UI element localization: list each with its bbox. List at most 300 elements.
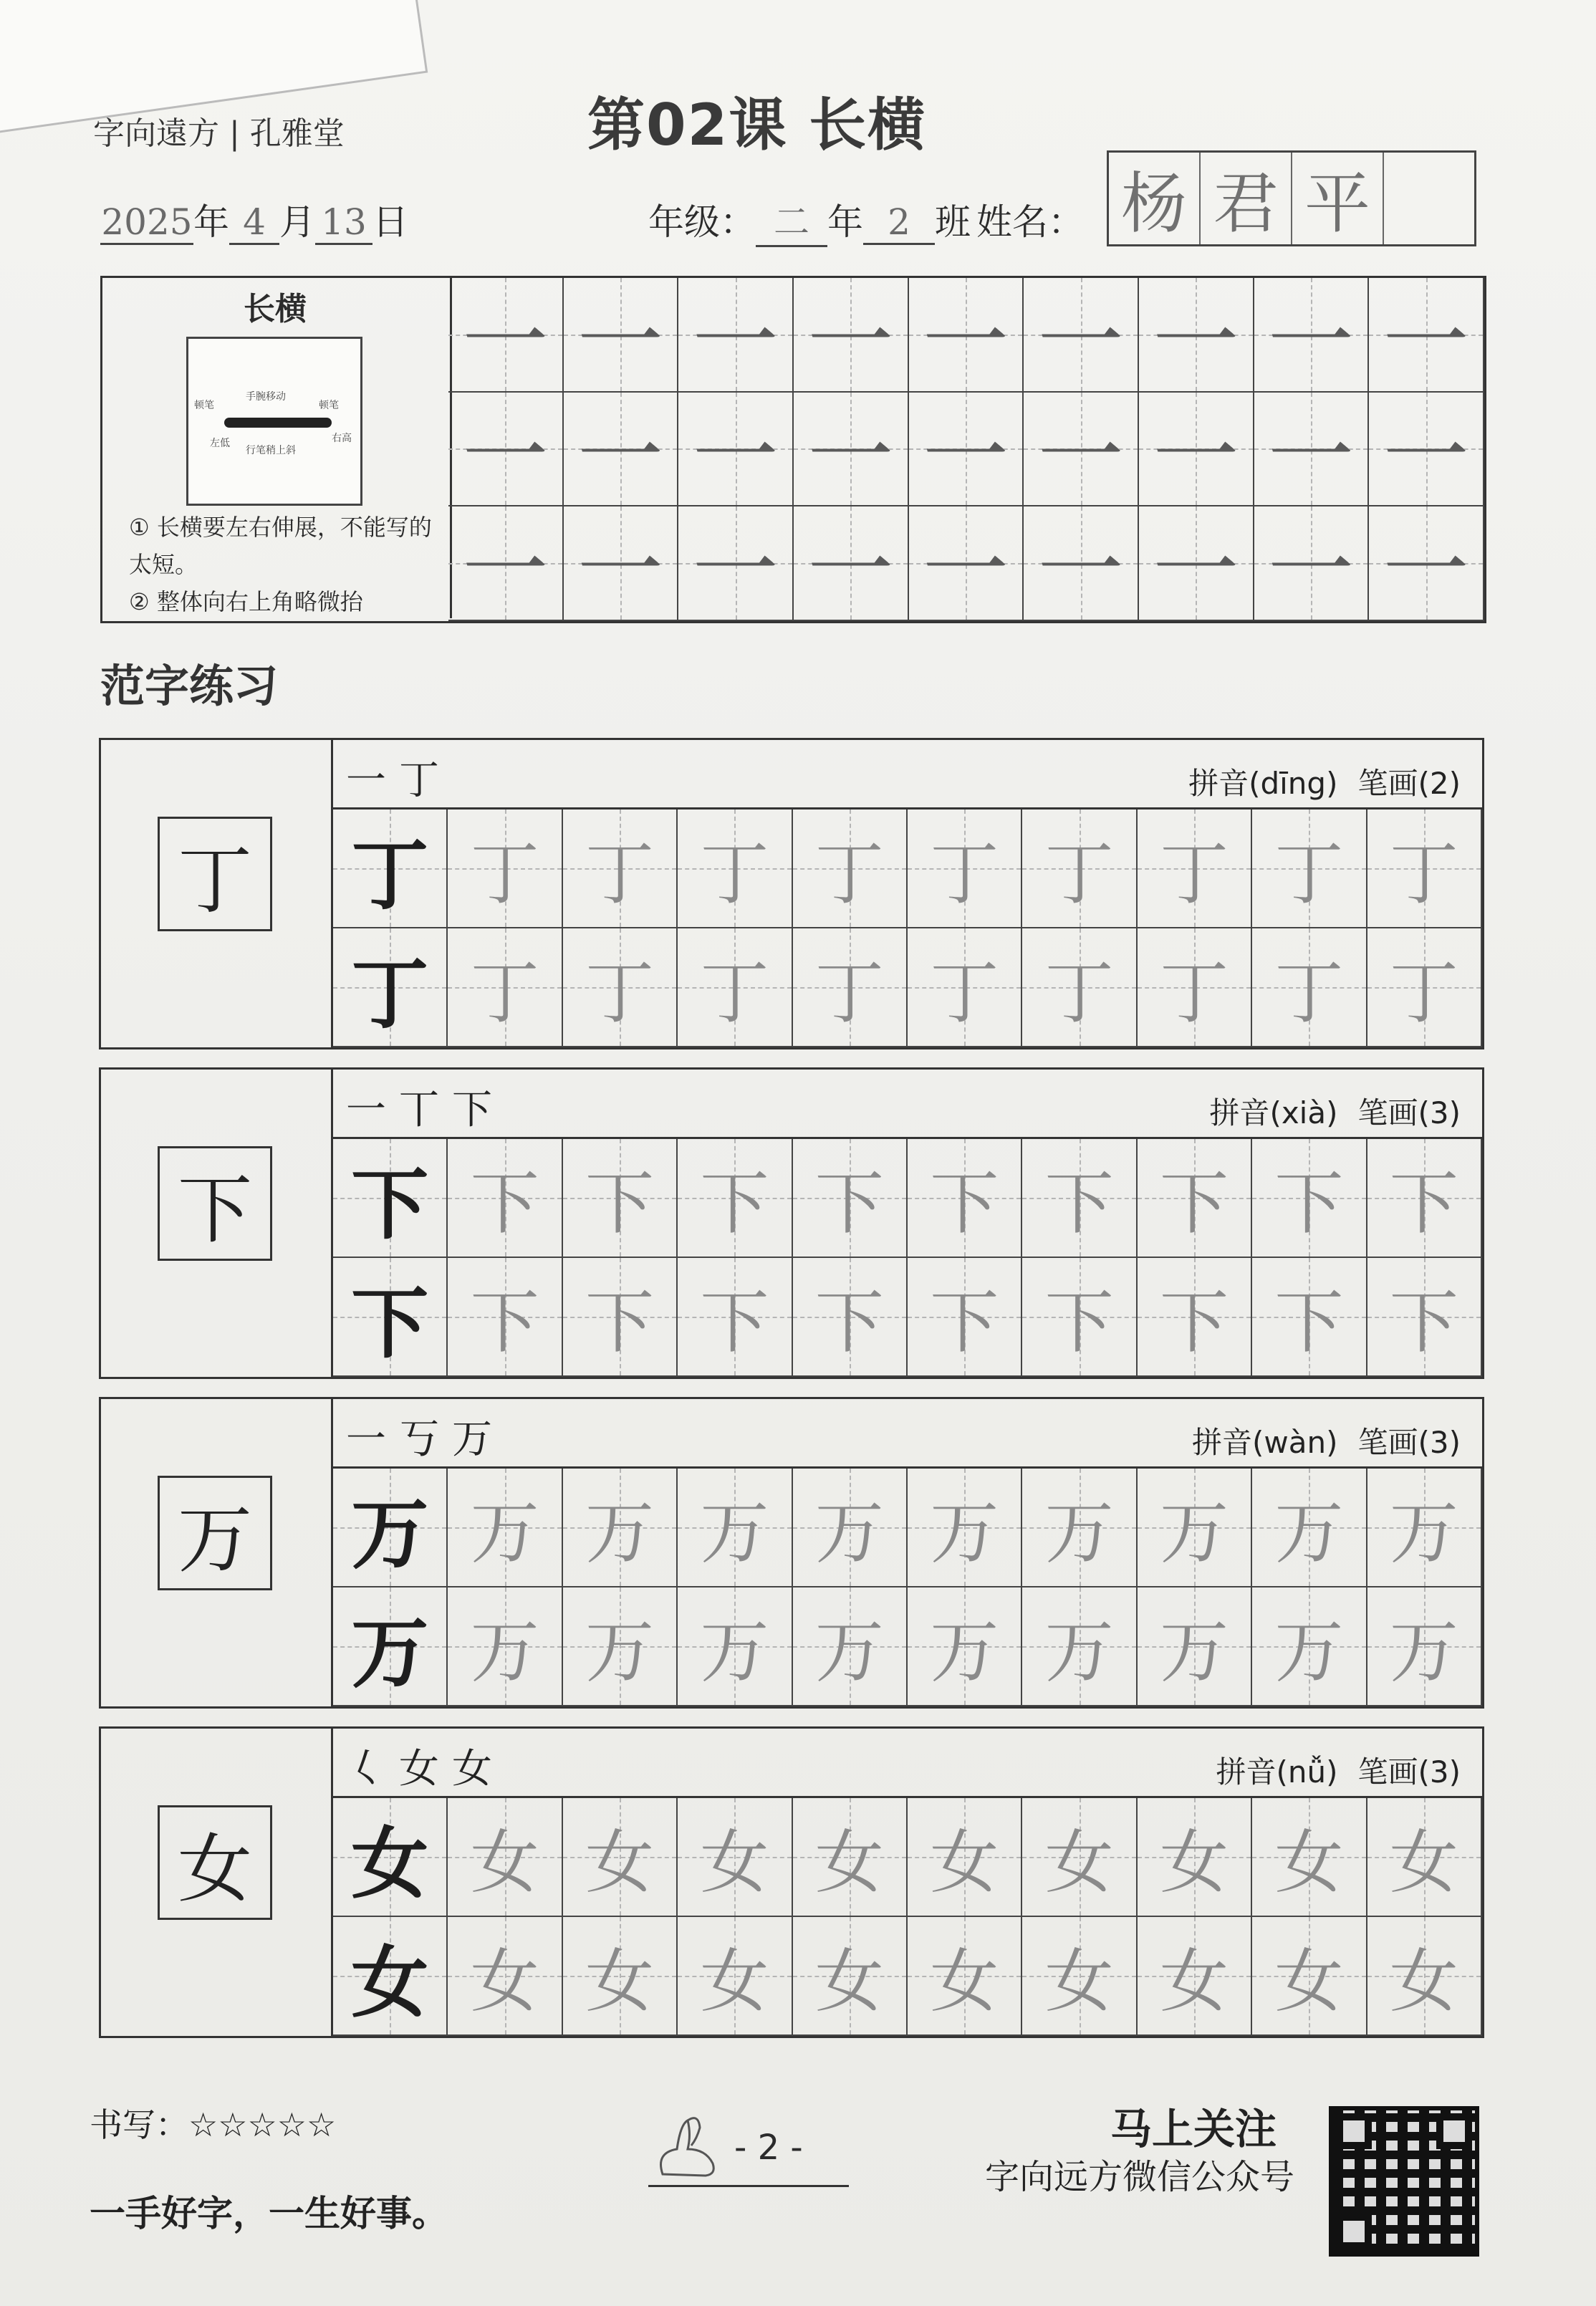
stroke-practice-cell[interactable] — [1254, 506, 1370, 621]
model-character-box: 丁 — [158, 817, 272, 931]
grade-field[interactable]: 二 — [756, 193, 827, 247]
handwritten-character: 万 — [1274, 1611, 1344, 1692]
handwritten-character: 丁 — [930, 833, 999, 914]
diagram-label: 右高 — [332, 433, 352, 444]
handwritten-character: 丁 — [1389, 833, 1458, 914]
stroke-practice-cell[interactable] — [794, 506, 909, 621]
stroke-count: (2) — [1418, 766, 1461, 801]
handwritten-character: 下 — [585, 1163, 654, 1244]
practice-cell[interactable] — [563, 928, 678, 1047]
practice-cell[interactable] — [908, 1139, 1022, 1258]
practice-cell[interactable] — [793, 928, 908, 1047]
practice-cell[interactable] — [448, 1469, 562, 1587]
practice-cell[interactable] — [678, 1917, 792, 2036]
motto: 一手好字，一生好事。 — [90, 2193, 448, 2234]
practice-cell[interactable] — [1138, 1258, 1252, 1377]
year-unit: 年 — [193, 201, 229, 243]
stroke-practice-cell[interactable] — [564, 278, 679, 393]
character-practice-grid[interactable] — [331, 1137, 1484, 1379]
character-header — [331, 1397, 1484, 1469]
practice-cell[interactable] — [1138, 809, 1252, 928]
handwritten-character: 丁 — [814, 833, 884, 914]
practice-cell[interactable] — [908, 1587, 1022, 1706]
practice-cell[interactable] — [908, 1917, 1022, 2036]
grade-label: 年级： — [648, 201, 756, 243]
handwritten-character: 丁 — [1159, 833, 1229, 914]
practice-cell[interactable] — [1022, 1798, 1137, 1917]
stroke-order — [346, 749, 452, 806]
name-boxes[interactable] — [1107, 150, 1476, 246]
pinyin: (nǚ) — [1276, 1754, 1338, 1789]
character-practice-grid[interactable] — [331, 807, 1484, 1049]
lesson-title: 第02课 长横 — [587, 92, 927, 158]
stroke-practice-cell[interactable] — [1024, 393, 1139, 507]
stroke-practice-cell[interactable] — [1024, 506, 1139, 621]
handwritten-character: 女 — [700, 1822, 769, 1903]
practice-cell[interactable] — [563, 1258, 678, 1377]
model-character: 万 — [351, 1489, 429, 1580]
handwritten-character: 万 — [470, 1492, 539, 1573]
practice-cell[interactable] — [678, 1587, 792, 1706]
practice-cell[interactable] — [563, 809, 678, 928]
practice-cell[interactable] — [563, 1798, 678, 1917]
stroke-practice-cell[interactable] — [1139, 278, 1254, 393]
model-practice-cell[interactable] — [333, 1258, 448, 1377]
page-number-area — [648, 2106, 849, 2187]
practice-cell[interactable] — [793, 1469, 908, 1587]
handwritten-character: 下 — [1159, 1282, 1229, 1363]
stroke-order-step: 丁 — [399, 757, 452, 804]
handwritten-character: 万 — [1389, 1611, 1458, 1692]
practice-cell[interactable] — [1252, 1469, 1367, 1587]
handwritten-character: 万 — [1274, 1492, 1344, 1573]
practice-stroke: 一 — [1153, 406, 1239, 506]
model-practice-cell[interactable] — [333, 1798, 448, 1917]
rabbit-icon — [648, 2110, 727, 2181]
class-row — [648, 193, 1084, 247]
practice-stroke: 一 — [577, 292, 663, 392]
handwritten-character: 丁 — [700, 833, 769, 914]
handwritten-character: 女 — [1044, 1822, 1114, 1903]
practice-stroke: 一 — [462, 292, 549, 392]
practice-cell[interactable] — [448, 1258, 562, 1377]
practice-stroke: 一 — [807, 406, 894, 506]
handwritten-character: 下 — [814, 1163, 884, 1244]
model-practice-cell[interactable] — [333, 1917, 448, 2036]
stroke-practice-cell[interactable] — [1369, 506, 1484, 621]
handwritten-character: 下 — [1389, 1282, 1458, 1363]
practice-cell[interactable] — [1138, 1587, 1252, 1706]
handwritten-character: 下 — [470, 1163, 539, 1244]
handwritten-character: 女 — [470, 1941, 539, 2022]
stroke-order-step: 一 — [346, 1087, 399, 1133]
practice-cell[interactable] — [908, 809, 1022, 928]
day-unit: 日 — [372, 201, 408, 243]
handwritten-character: 万 — [1159, 1611, 1229, 1692]
handwritten-character: 女 — [470, 1822, 539, 1903]
handwritten-character: 万 — [814, 1611, 884, 1692]
stroke-practice-cell[interactable] — [1254, 278, 1370, 393]
practice-stroke: 一 — [577, 521, 663, 621]
character-header — [331, 1067, 1484, 1139]
handwritten-character: 万 — [1389, 1492, 1458, 1573]
practice-stroke: 一 — [692, 292, 779, 392]
handwritten-character: 下 — [930, 1163, 999, 1244]
character-header — [331, 738, 1484, 809]
handwritten-character: 万 — [585, 1492, 654, 1573]
stroke-order-step: 一 — [346, 1416, 399, 1463]
practice-cell[interactable] — [678, 928, 792, 1047]
class-unit: 班 — [935, 201, 971, 243]
character-practice-grid[interactable] — [331, 1466, 1484, 1709]
stroke-practice-cell[interactable] — [448, 506, 564, 621]
stroke-practice-cell[interactable] — [1139, 393, 1254, 507]
practice-cell[interactable] — [678, 1469, 792, 1587]
model-practice-cell[interactable] — [333, 1587, 448, 1706]
practice-stroke: 一 — [1267, 521, 1354, 621]
practice-cell[interactable] — [448, 1798, 562, 1917]
handwritten-character: 下 — [930, 1282, 999, 1363]
name-char-box[interactable]: 杨 — [1109, 153, 1201, 244]
handwritten-character: 下 — [700, 1163, 769, 1244]
practice-stroke: 一 — [1383, 292, 1469, 392]
handwritten-character: 丁 — [1274, 833, 1344, 914]
model-character-box: 下 — [158, 1146, 272, 1261]
practice-cell[interactable] — [1252, 1258, 1367, 1377]
handwritten-character: 下 — [814, 1282, 884, 1363]
stroke-order-step: 万 — [452, 1416, 505, 1463]
model-character: 下 — [351, 1159, 429, 1250]
handwritten-character: 女 — [585, 1941, 654, 2022]
handwritten-character: 万 — [700, 1492, 769, 1573]
practice-cell[interactable] — [908, 1258, 1022, 1377]
strokes-label: 笔画 — [1357, 1425, 1418, 1460]
stroke-order — [346, 1737, 505, 1795]
handwritten-character: 丁 — [1389, 952, 1458, 1033]
model-character: 下 — [351, 1278, 429, 1369]
practice-cell[interactable] — [908, 1469, 1022, 1587]
stroke-practice-cell[interactable] — [448, 393, 564, 507]
stroke-count: (3) — [1418, 1754, 1461, 1789]
practice-cell[interactable] — [678, 1139, 792, 1258]
practice-cell[interactable] — [563, 1469, 678, 1587]
handwritten-character: 女 — [1159, 1822, 1229, 1903]
practice-cell[interactable] — [793, 1798, 908, 1917]
class-field[interactable]: 2 — [863, 201, 935, 245]
name-char-box[interactable] — [1384, 153, 1474, 244]
practice-cell[interactable] — [1252, 809, 1367, 928]
practice-cell[interactable] — [563, 1587, 678, 1706]
handwritten-character: 女 — [930, 1941, 999, 2022]
practice-cell[interactable] — [1367, 1258, 1482, 1377]
practice-cell[interactable] — [448, 928, 562, 1047]
pinyin-label: 拼音 — [1188, 766, 1249, 801]
stroke-practice-cell[interactable] — [794, 278, 909, 393]
practice-cell[interactable] — [1138, 1917, 1252, 2036]
practice-cell[interactable] — [1138, 1139, 1252, 1258]
practice-cell[interactable] — [448, 1139, 562, 1258]
model-practice-cell[interactable] — [333, 1139, 448, 1258]
handwritten-character: 女 — [1044, 1941, 1114, 2022]
handwritten-character: 女 — [1389, 1941, 1458, 2022]
practice-cell[interactable] — [1367, 1587, 1482, 1706]
practice-cell[interactable] — [1022, 1917, 1137, 2036]
practice-stroke: 一 — [1153, 292, 1239, 392]
month-unit: 月 — [279, 201, 315, 243]
handwritten-character: 女 — [1159, 1941, 1229, 2022]
practice-cell[interactable] — [793, 1587, 908, 1706]
stroke-practice-cell[interactable] — [1254, 393, 1370, 507]
practice-stroke: 一 — [1383, 521, 1469, 621]
practice-cell[interactable] — [1138, 1469, 1252, 1587]
practice-stroke: 一 — [807, 521, 894, 621]
month-field[interactable]: 4 — [229, 201, 279, 245]
practice-cell[interactable] — [448, 809, 562, 928]
handwritten-character: 丁 — [1159, 952, 1229, 1033]
practice-cell[interactable] — [1022, 1587, 1137, 1706]
strokes-label: 笔画 — [1357, 1754, 1418, 1789]
stroke-order-step: 女 — [452, 1746, 505, 1792]
qr-eye — [1336, 2214, 1372, 2249]
handwritten-character: 丁 — [1044, 952, 1114, 1033]
stroke-order — [346, 1408, 505, 1465]
practice-stroke: 一 — [462, 406, 549, 506]
writing-label: 书写： — [90, 2105, 188, 2144]
model-character: 女 — [351, 1937, 429, 2028]
practice-cell[interactable] — [1367, 1469, 1482, 1587]
handwritten-character: 万 — [930, 1611, 999, 1692]
stroke-order-step: 女 — [399, 1746, 452, 1792]
practice-cell[interactable] — [1138, 1798, 1252, 1917]
handwritten-character: 万 — [814, 1492, 884, 1573]
practice-cell[interactable] — [1022, 1469, 1137, 1587]
stroke-practice-grid[interactable] — [448, 276, 1486, 623]
handwritten-character: 女 — [930, 1822, 999, 1903]
date-row — [100, 193, 408, 245]
wechat-text: 字向远方微信公众号 — [985, 2157, 1295, 2197]
practice-cell[interactable] — [563, 1139, 678, 1258]
character-practice-grid[interactable] — [331, 1796, 1484, 2038]
handwritten-character: 丁 — [470, 952, 539, 1033]
stroke-order-step: 丂 — [399, 1416, 452, 1463]
model-character-box: 万 — [158, 1476, 272, 1590]
brand-logo: 字向遠方 | 孔雅堂 — [93, 115, 345, 152]
stroke-order — [346, 1078, 505, 1135]
pinyin-label: 拼音 — [1209, 1095, 1270, 1130]
model-character: 丁 — [351, 830, 429, 921]
practice-cell[interactable] — [678, 809, 792, 928]
model-character: 女 — [351, 1818, 429, 1909]
section-title: 范字练习 — [100, 660, 279, 712]
strokes-label: 笔画 — [1357, 766, 1418, 801]
stroke-practice-cell[interactable] — [678, 506, 794, 621]
handwritten-character: 女 — [585, 1822, 654, 1903]
name-char-box[interactable]: 平 — [1292, 153, 1384, 244]
year-field[interactable]: 2025 — [100, 201, 193, 245]
practice-stroke: 一 — [1267, 406, 1354, 506]
handwritten-character: 女 — [1274, 1822, 1344, 1903]
handwritten-character: 丁 — [1044, 833, 1114, 914]
handwritten-character: 丁 — [700, 952, 769, 1033]
practice-cell[interactable] — [1252, 1587, 1367, 1706]
handwritten-character: 丁 — [930, 952, 999, 1033]
stroke-tip: ① 长横要左右伸展，不能写的太短。 — [129, 514, 432, 578]
grade-unit: 年 — [827, 201, 863, 243]
long-horizontal-stroke-icon — [224, 418, 332, 428]
practice-stroke: 一 — [1267, 292, 1354, 392]
stroke-practice-cell[interactable] — [909, 506, 1024, 621]
pinyin: (dīng) — [1249, 766, 1338, 801]
qr-code-icon[interactable] — [1329, 2106, 1479, 2257]
practice-cell[interactable] — [793, 809, 908, 928]
practice-stroke: 一 — [1037, 406, 1124, 506]
practice-cell[interactable] — [1367, 809, 1482, 928]
practice-stroke: 一 — [922, 406, 1009, 506]
stroke-order-step: 丅 — [399, 1087, 452, 1133]
handwritten-character: 下 — [1274, 1282, 1344, 1363]
practice-cell[interactable] — [1252, 928, 1367, 1047]
practice-cell[interactable] — [1022, 928, 1137, 1047]
stroke-practice-cell[interactable] — [678, 278, 794, 393]
practice-stroke: 一 — [577, 406, 663, 506]
practice-cell[interactable] — [1367, 1917, 1482, 2036]
character-info — [1192, 1419, 1461, 1462]
practice-stroke: 一 — [1037, 292, 1124, 392]
practice-cell[interactable] — [563, 1917, 678, 2036]
stroke-practice-cell[interactable] — [1369, 393, 1484, 507]
stroke-practice-cell[interactable] — [678, 393, 794, 507]
diagram-label: 左低 — [210, 438, 230, 449]
handwritten-character: 丁 — [814, 952, 884, 1033]
practice-stroke: 一 — [1153, 521, 1239, 621]
handwritten-character: 丁 — [585, 833, 654, 914]
name-label: 姓名： — [976, 201, 1084, 243]
pinyin: (wàn) — [1252, 1425, 1338, 1460]
stroke-tips — [129, 509, 437, 620]
handwritten-character: 丁 — [585, 952, 654, 1033]
handwritten-character: 女 — [814, 1822, 884, 1903]
handwritten-character: 万 — [1044, 1492, 1114, 1573]
model-practice-cell[interactable] — [333, 1469, 448, 1587]
handwritten-character: 下 — [585, 1282, 654, 1363]
practice-cell[interactable] — [1022, 1258, 1137, 1377]
handwritten-character: 下 — [1159, 1163, 1229, 1244]
stroke-practice-cell[interactable] — [448, 278, 564, 393]
stroke-practice-cell[interactable] — [564, 393, 679, 507]
rating-stars[interactable]: ☆☆☆☆☆ — [188, 2105, 337, 2144]
stroke-diagram — [186, 337, 362, 506]
handwritten-character: 丁 — [470, 833, 539, 914]
practice-cell[interactable] — [678, 1258, 792, 1377]
handwritten-character: 下 — [1044, 1282, 1114, 1363]
pinyin-label: 拼音 — [1191, 1425, 1252, 1460]
handwritten-character: 万 — [700, 1611, 769, 1692]
follow-text: 马上关注 — [1110, 2105, 1277, 2153]
handwritten-character: 丁 — [1274, 952, 1344, 1033]
practice-cell[interactable] — [448, 1917, 562, 2036]
stroke-count: (3) — [1418, 1095, 1461, 1130]
practice-cell[interactable] — [1367, 928, 1482, 1047]
handwritten-character: 下 — [1044, 1163, 1114, 1244]
practice-cell[interactable] — [1022, 1139, 1137, 1258]
practice-cell[interactable] — [1252, 1917, 1367, 2036]
handwritten-character: 万 — [585, 1611, 654, 1692]
practice-cell[interactable] — [1022, 809, 1137, 928]
practice-stroke: 一 — [692, 406, 779, 506]
practice-cell[interactable] — [1367, 1798, 1482, 1917]
practice-cell[interactable] — [1252, 1139, 1367, 1258]
handwritten-character: 万 — [1044, 1611, 1114, 1692]
practice-cell[interactable] — [1367, 1139, 1482, 1258]
practice-cell[interactable] — [793, 1917, 908, 2036]
character-info — [1209, 1090, 1461, 1133]
character-info — [1216, 1749, 1461, 1792]
practice-stroke: 一 — [692, 521, 779, 621]
handwritten-character: 女 — [1389, 1822, 1458, 1903]
handwritten-character: 女 — [700, 1941, 769, 2022]
practice-cell[interactable] — [678, 1798, 792, 1917]
practice-cell[interactable] — [793, 1139, 908, 1258]
handwritten-character: 女 — [814, 1941, 884, 2022]
name-char-box[interactable]: 君 — [1201, 153, 1292, 244]
practice-cell[interactable] — [1138, 928, 1252, 1047]
practice-cell[interactable] — [448, 1587, 562, 1706]
writing-rating — [90, 2099, 336, 2146]
handwritten-character: 万 — [930, 1492, 999, 1573]
diagram-label: 顿笔 — [194, 400, 214, 411]
model-practice-cell[interactable] — [333, 809, 448, 928]
practice-stroke: 一 — [1383, 406, 1469, 506]
handwritten-character: 万 — [1159, 1492, 1229, 1573]
day-field[interactable]: 13 — [315, 201, 372, 245]
practice-stroke: 一 — [922, 521, 1009, 621]
stroke-order-step: 下 — [452, 1087, 505, 1133]
model-character: 丁 — [351, 948, 429, 1039]
stroke-practice-cell[interactable] — [794, 393, 909, 507]
practice-stroke: 一 — [1037, 521, 1124, 621]
handwritten-character: 万 — [470, 1611, 539, 1692]
practice-cell[interactable] — [1252, 1798, 1367, 1917]
handwritten-character: 女 — [1274, 1941, 1344, 2022]
handwritten-character: 下 — [700, 1282, 769, 1363]
stroke-practice-cell[interactable] — [564, 506, 679, 621]
practice-cell[interactable] — [793, 1258, 908, 1377]
stroke-order-step: 一 — [346, 757, 399, 804]
handwritten-character: 下 — [470, 1282, 539, 1363]
character-info — [1188, 760, 1461, 803]
stroke-explanation-panel — [100, 276, 452, 618]
qr-eye — [1336, 2113, 1372, 2149]
stroke-practice-cell[interactable] — [909, 278, 1024, 393]
practice-stroke: 一 — [462, 521, 549, 621]
practice-stroke: 一 — [807, 292, 894, 392]
practice-stroke: 一 — [922, 292, 1009, 392]
stroke-practice-cell[interactable] — [1139, 506, 1254, 621]
handwritten-character: 下 — [1274, 1163, 1344, 1244]
stroke-count: (3) — [1418, 1425, 1461, 1460]
model-practice-cell[interactable] — [333, 928, 448, 1047]
stroke-practice-cell[interactable] — [1024, 278, 1139, 393]
practice-cell[interactable] — [908, 1798, 1022, 1917]
pinyin: (xià) — [1269, 1095, 1338, 1130]
handwritten-character: 下 — [1389, 1163, 1458, 1244]
stroke-practice-cell[interactable] — [909, 393, 1024, 507]
stroke-tip: ② 整体向右上角略微抬 — [129, 588, 363, 615]
character-header — [331, 1726, 1484, 1798]
stroke-practice-cell[interactable] — [1369, 278, 1484, 393]
diagram-label: 行笔稍上斜 — [246, 445, 296, 456]
practice-cell[interactable] — [908, 928, 1022, 1047]
